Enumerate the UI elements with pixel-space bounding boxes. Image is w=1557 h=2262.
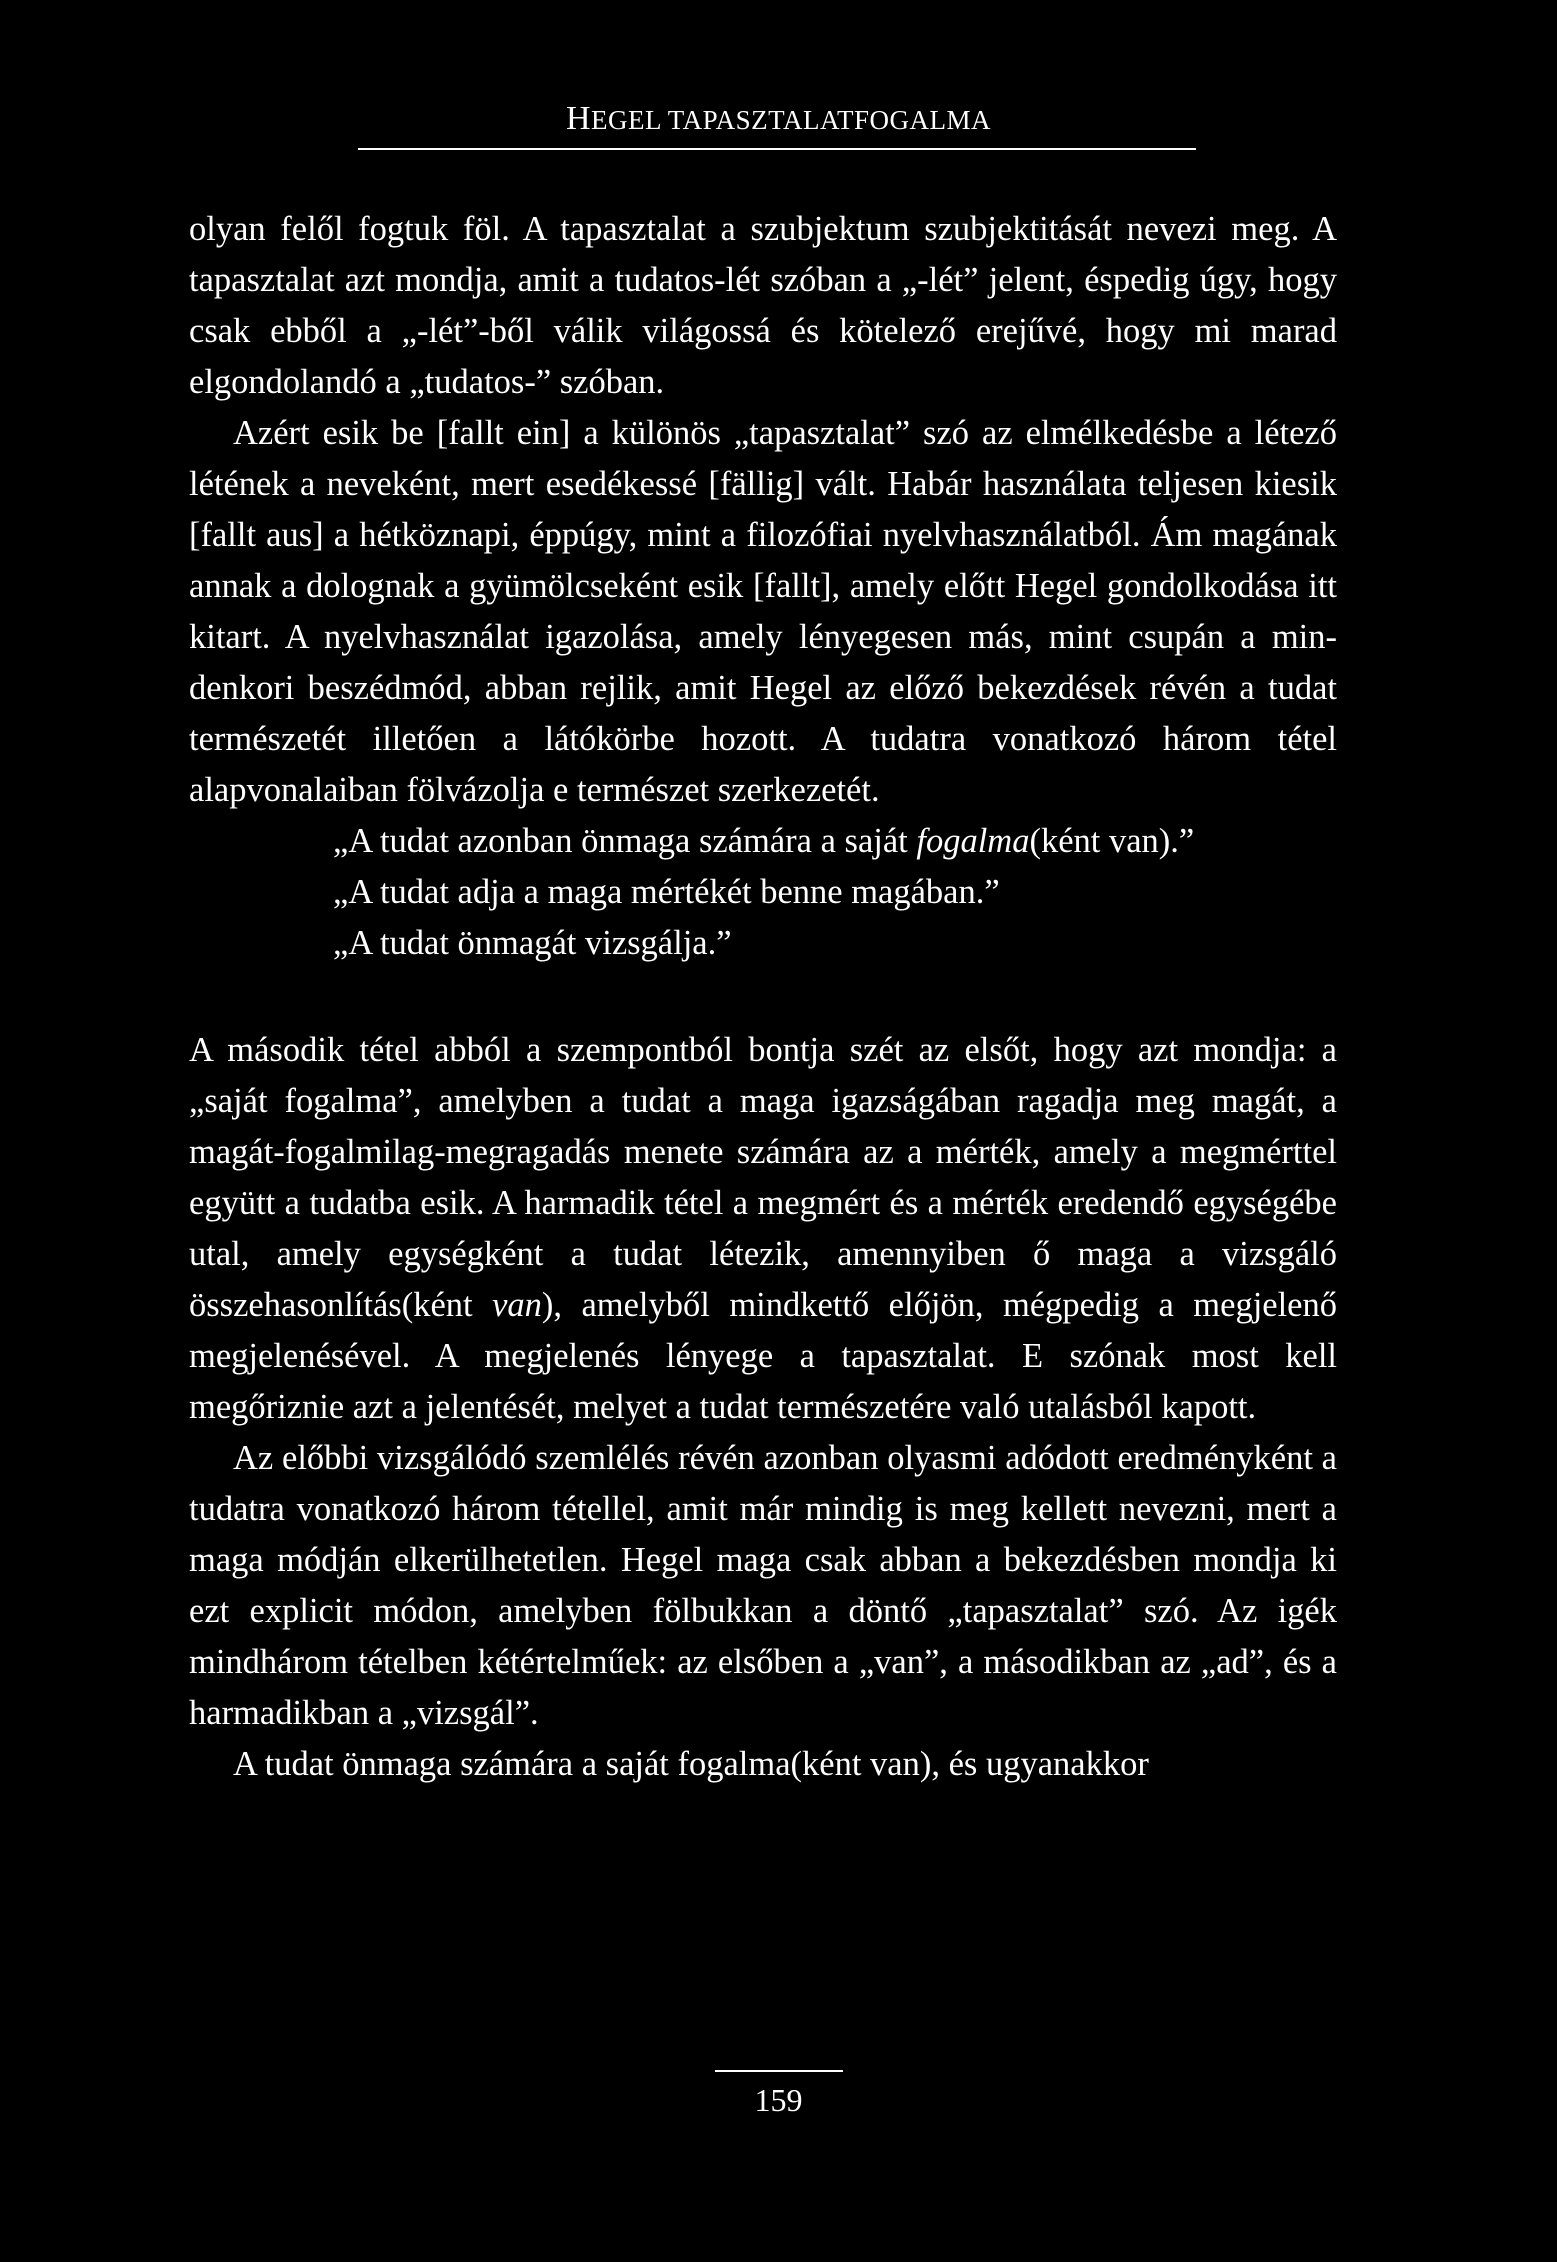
section-gap xyxy=(189,969,1337,1025)
body-text xyxy=(189,204,1337,1790)
paragraph-4: Az előbbi vizsgálódó szemlélés révén azonban olyasmi adódott eredményként a tudatra vonatkozó három tétellel, amit már mindig is meg kellett nevezni, mert a maga módján elkerülhetetlen. Hegel maga csak abban a bekezdésben mondja ki ezt explicit módon, amelyben fölbukkan a döntő „tapasztalat” szó. Az igék mindhárom tételben kétértelműek: az elsőben a „van”, a másodikban az „ad”, és a harmadikban a „vizsgál”. xyxy=(189,1439,1337,1732)
page-number: 159 xyxy=(754,2082,803,2118)
quote-2: „A tudat adja a maga mértékét benne magában.” xyxy=(333,873,1000,911)
running-head-initial: H xyxy=(565,100,592,137)
running-head-text: EGEL TAPASZTALATFOGALMA xyxy=(591,105,991,135)
header-rule xyxy=(358,148,1196,150)
paragraph-3-emphasis: van xyxy=(492,1286,542,1324)
running-head xyxy=(0,100,1557,138)
paragraph-5: A tudat önmaga számára a saját fogalma(ként van), és ugyanakkor xyxy=(233,1745,1149,1783)
quote-1-end: (ként van).” xyxy=(1029,822,1195,860)
quote-3: „A tudat önmagát vizsgálja.” xyxy=(333,924,732,962)
paragraph-3-start: A második tétel abból a szempontból bontja szét az elsőt, hogy azt mondja: a „saját fogalma”, amelyben a tudat a maga igazságában ragadja meg magát, a magát-fogalmilag-megragadás menete számára az a mérték, amely a megmérttel együtt a tudatba esik. A harmadik tétel a megmért és a mérték eredendő egységébe utal, amely egységként a tudat létezik, amennyiben ő maga a vizsgáló összehasonlítás(ként xyxy=(189,1031,1337,1324)
paragraph-3 xyxy=(189,1025,1337,1433)
paragraph-2: Azért esik be [fallt ein] a különös „tapasztalat” szó az elmélkedésbe a létező létének a neveként, mert esedékessé [fällig] vált. Habár használata teljesen kiesik [fallt aus] a hétköznapi, éppúgy, mint a filozófiai nyelvhasználatból. Ám magának annak a dolognak a gyümölcseként esik [fallt], amely előtt Hegel gondolkodása itt kitart. A nyelvhasználat igazolása, amely lényegesen más, mint csupán a mindenkori beszédmód, abban rejlik, amit Hegel az előző bekezdések révén a tudat természetét illetően a látókörbe hozott. A tudatra vonatkozó három tétel alapvonalaiban fölvázolja e természet szerkezetét. xyxy=(189,414,1337,809)
footer-rule xyxy=(715,2070,843,2072)
paragraph-1: olyan felől fogtuk föl. A tapasztalat a szubjektum szubjektitását nevezi meg. A tapasztalat azt mondja, amit a tudatos-lét szóban a „-lét” jelent, éspedig úgy, hogy csak ebből a „-lét”-ből válik világossá és kötelező erejűvé, hogy mi marad elgondolandó a „tudatos-” szóban. xyxy=(189,210,1337,401)
quoted-theses xyxy=(189,816,1337,969)
quote-1-start: „A tudat azonban önmaga számára a saját xyxy=(333,822,917,860)
quote-1-emphasis: fogalma xyxy=(916,822,1030,860)
quote-1 xyxy=(333,816,1337,867)
paragraph-3-end: ), amelyből mindkettő előjön, mégpedig a megjelenő megjelenésével. A megjelenés lényege a tapasztalat. E szónak most kell megőriznie azt a jelentését, melyet a tudat természetére való utalásból kapott. xyxy=(189,1286,1337,1426)
